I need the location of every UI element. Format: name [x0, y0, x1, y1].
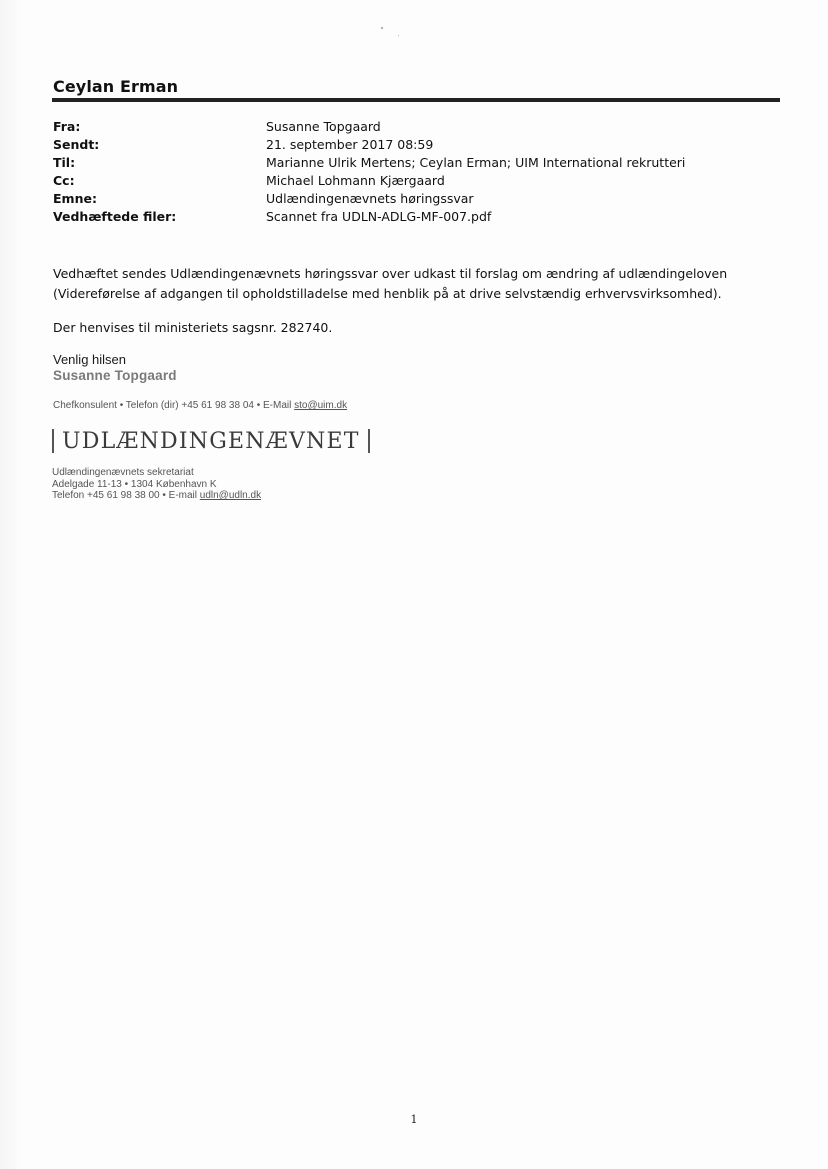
logo-bar-right	[368, 429, 370, 453]
agency-email-link: udln@udln.dk	[199, 490, 262, 501]
agency-address-block	[52, 467, 261, 502]
field-attachments	[53, 208, 753, 226]
field-label: Cc:	[53, 173, 75, 188]
signature-contact-line	[53, 400, 347, 411]
scan-shadow	[0, 0, 22, 1169]
address-phone-text: Telefon +45 61 98 38 00 • E-mail	[52, 490, 200, 501]
body-paragraph-reference: Der henvises til ministeriets sagsnr. 282740.	[53, 320, 333, 335]
logo-wordmark: UDLÆNDINGENÆVNET	[62, 428, 360, 454]
mailbox-owner-name: Ceylan Erman	[53, 77, 179, 96]
signature-name: Susanne Topgaard	[53, 368, 177, 383]
body-paragraph-line: (Videreførelse af adgangen til opholdstilladelse med henblik på at drive selvstændig erhvervsvirksomhed).	[53, 286, 722, 301]
address-line: Adelgade 11-13 • 1304 København K	[52, 478, 217, 490]
body-paragraph-line: Vedhæftet sendes Udlændingenævnets høringssvar over udkast til forslag om ændring af udlændingeloven	[53, 266, 728, 281]
field-cc	[53, 172, 753, 190]
field-label: Fra:	[53, 119, 81, 134]
field-value: Marianne Ulrik Mertens; Ceylan Erman; UIM International rekrutteri	[266, 155, 686, 170]
field-to	[53, 154, 753, 172]
header-divider	[52, 98, 780, 102]
field-label: Til:	[53, 155, 76, 170]
agency-logo	[48, 426, 378, 456]
scan-speck	[381, 27, 383, 29]
field-label: Emne:	[53, 191, 97, 206]
address-line-contact	[52, 490, 261, 502]
field-value: 21. september 2017 08:59	[266, 137, 434, 152]
contact-text: Chefkonsulent • Telefon (dir) +45 61 98 38 04 • E-Mail	[53, 400, 295, 411]
attachment-filename: Scannet fra UDLN-ADLG-MF-007.pdf	[266, 209, 492, 224]
field-value: Michael Lohmann Kjærgaard	[266, 173, 445, 188]
field-value: Susanne Topgaard	[266, 119, 381, 134]
scan-speck	[398, 35, 399, 36]
contact-email-link: sto@uim.dk	[294, 400, 348, 411]
field-from	[53, 118, 753, 136]
page-number: 1	[410, 1113, 418, 1126]
logo-bar-left	[52, 429, 54, 453]
signature-greeting: Venlig hilsen	[53, 352, 126, 367]
field-sent	[53, 136, 753, 154]
field-label: Vedhæftede filer:	[53, 209, 177, 224]
email-header-fields	[53, 118, 753, 226]
field-value: Udlændingenævnets høringssvar	[266, 191, 474, 206]
address-line: Udlændingenævnets sekretariat	[52, 467, 194, 478]
field-label: Sendt:	[53, 137, 100, 152]
field-subject	[53, 190, 753, 208]
